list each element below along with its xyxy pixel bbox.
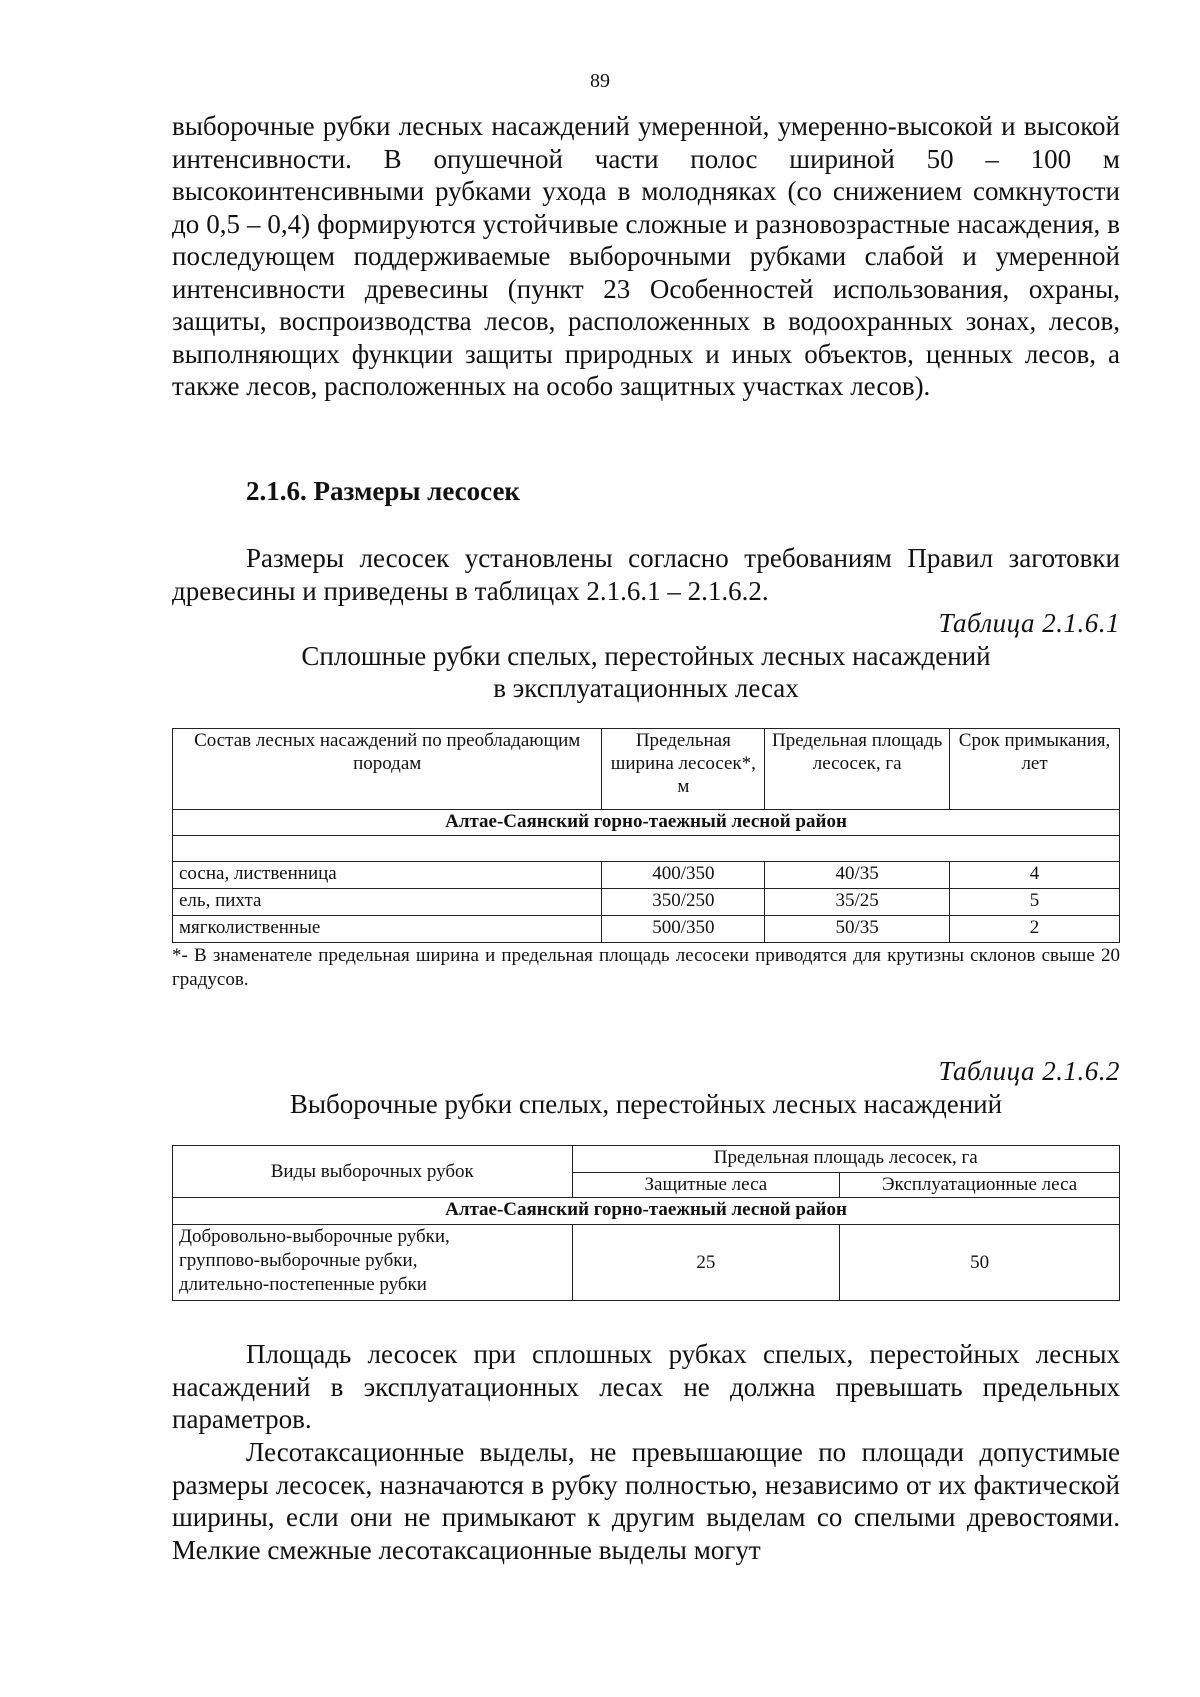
intro-paragraph: выборочные рубки лесных насаждений умеренной, умеренно-высокой и высокой интенсивности. В опушечной части полос шириной 50 – 100 м высокоинтенсивными рубками ухода в молодняках (со снижением сомкнутости до 0,5 – 0,4) формируются устойчивые сложные и разновозрастные насаждения, в последующем поддерживаемые выборочными рубками слабой и умеренной интенсивности древесины (пункт 23 Особенностей использования, охраны, защиты, воспроизводства лесов, расположенных в водоохранных зонах, лесов, выполняющих функции защиты природных и иных объектов, ценных лесов, а также лесов, расположенных на особо защитных участках лесов).: [172, 111, 1120, 401]
table1-cell-species: мягколиственные: [173, 916, 602, 943]
table1-cell-species: сосна, лиственница: [173, 862, 602, 889]
table1-header-composition: Состав лесных насаждений по преобладающим породам: [173, 729, 602, 810]
section-paragraph: Размеры лесосек установлены согласно требованиям Правил заготовки древесины и приведены в таблицах 2.1.6.1 – 2.1.6.2.: [172, 543, 1120, 606]
table2-header-exploitation: Эксплуатационные леса: [840, 1173, 1120, 1198]
table1-cell-width: 500/350: [602, 916, 765, 943]
table1-footnote: *- В знаменателе предельная ширина и предельная площадь лесосеки приводятся для крутизны склонов свыше 20 градусов.: [172, 945, 1120, 990]
table1-cell-area: 40/35: [765, 862, 950, 889]
table2-title: Выборочные рубки спелых, перестойных лесных насаждений: [289, 1089, 1003, 1119]
table1-caption: Таблица 2.1.6.1: [938, 608, 1120, 638]
table-row: [173, 916, 1120, 943]
table1-header-term: Срок примыкания, лет: [950, 729, 1120, 810]
table2-header-protective: Защитные леса: [572, 1173, 840, 1198]
table2-type-line: группово-выборочные рубки,: [179, 1250, 418, 1271]
table2-type-line: Добровольно-выборочные рубки,: [179, 1226, 450, 1247]
table1-header-row: [173, 729, 1120, 810]
closing-paragraph-1: Площадь лесосек при сплошных рубках спелых, перестойных лесных насаждений в эксплуатационных лесах не должна превышать предельных параметров.: [172, 1339, 1120, 1434]
table1-title-line1: Сплошные рубки спелых, перестойных лесных насаждений: [301, 641, 991, 671]
table1-title: [172, 640, 1120, 704]
table2-cell-types: [173, 1225, 573, 1301]
table1-empty-row: [173, 836, 1120, 862]
table1-title-line2: в эксплуатационных лесах: [493, 673, 799, 703]
table1-region: Алтае-Саянский горно-таежный лесной район: [173, 810, 1120, 836]
table2-type-line: длительно-постепенные рубки: [179, 1274, 427, 1295]
table-row: [173, 862, 1120, 889]
table-row: [173, 889, 1120, 916]
table1: [172, 728, 1120, 943]
table2-cell-protective: 25: [572, 1225, 840, 1301]
table1-header-area: Предельная площадь лесосек, га: [765, 729, 950, 810]
table2: [172, 1145, 1120, 1301]
table2-caption: Таблица 2.1.6.2: [938, 1056, 1120, 1086]
closing-paragraph-2: Лесотаксационные выделы, не превышающие по площади допустимые размеры лесосек, назначаются в рубку полностью, независимо от их фактической ширины, если они не примыкают к другим выделам со спелыми древостоями. Мелкие смежные лесотаксационные выделы могут: [172, 1437, 1120, 1565]
page-number: 89: [590, 70, 610, 92]
table1-cell-species: ель, пихта: [173, 889, 602, 916]
table2-cell-exploitation: 50: [840, 1225, 1120, 1301]
table1-cell-term: 2: [950, 916, 1120, 943]
table1-cell-width: 350/250: [602, 889, 765, 916]
table2-header-types: Виды выборочных рубок: [173, 1146, 573, 1198]
table1-cell-term: 5: [950, 889, 1120, 916]
section-heading: 2.1.6. Размеры лесосек: [246, 476, 520, 506]
table1-cell-area: 35/25: [765, 889, 950, 916]
table1-cell-area: 50/35: [765, 916, 950, 943]
table2-header-area: Предельная площадь лесосек, га: [572, 1146, 1120, 1173]
table1-header-width: Предельная ширина лесосек*, м: [602, 729, 765, 810]
table-row: [173, 1225, 1120, 1301]
table1-cell-term: 4: [950, 862, 1120, 889]
table2-region: Алтае-Саянский горно-таежный лесной район: [173, 1198, 1120, 1225]
table1-cell-width: 400/350: [602, 862, 765, 889]
